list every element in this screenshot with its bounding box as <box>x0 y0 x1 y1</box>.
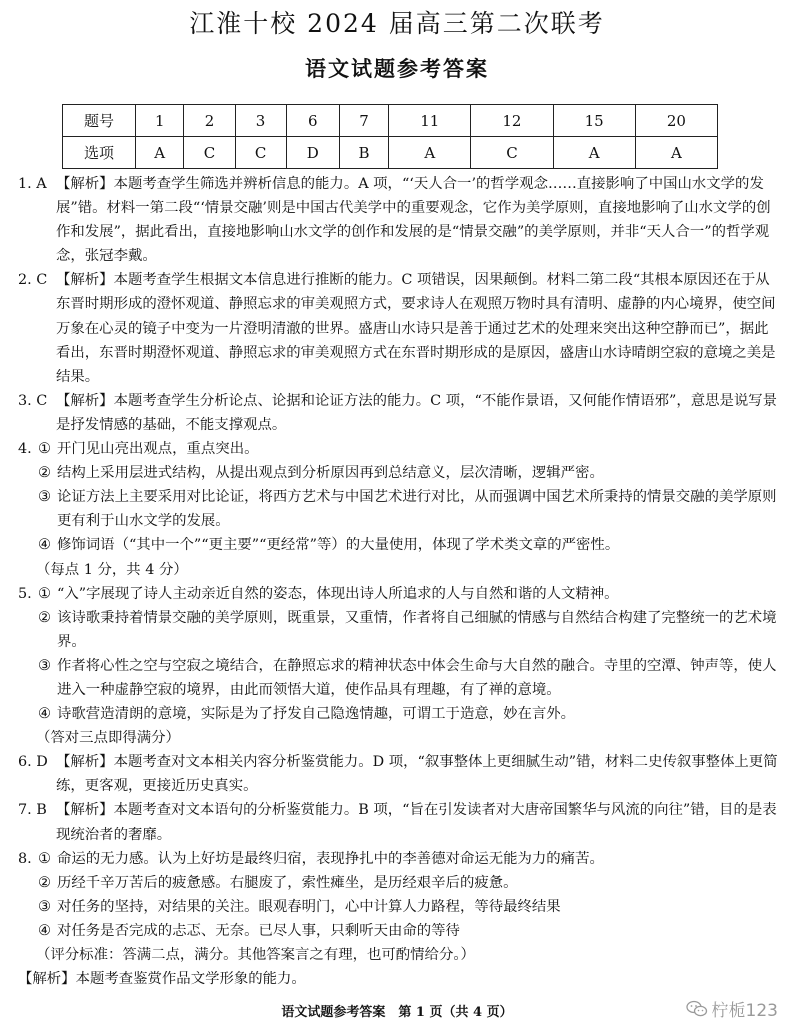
question-number-label: 8. <box>18 850 32 867</box>
point-text: 历经千辛万苦后的疲惫感。右腿废了，索性瘫坐，是历经艰辛后的疲惫。 <box>57 874 518 891</box>
answer-option: A <box>136 137 184 169</box>
answer-option: C <box>235 137 286 169</box>
wechat-icon <box>686 1000 708 1018</box>
option-row <box>63 137 718 169</box>
point-mark: ③ <box>38 489 51 506</box>
answer-option: D <box>286 137 339 169</box>
analysis-text: 【解析】本题考查鉴赏作品文学形象的能力。 <box>18 971 306 988</box>
point-text: 论证方法上主要采用对比论证，将西方艺术与中国艺术进行对比，从而强调中国艺术所秉持的情景交融的美学原则更有利于山水文学的发展。 <box>57 489 777 530</box>
answer-option: A <box>553 137 635 169</box>
question-number-label: 4. <box>18 441 32 458</box>
question-explanation: 【解析】本题考查学生根据文本信息进行推断的能力。C 项错误，因果颠倒。材料二第二段“其根本原因还在于从东晋时期形成的澄怀观道、静照忘求的审美观照方式，要求诗人在观照万物时具有清明、虚静的内心境界，使空间万象在心灵的镜子中变为一片澄明清澈的世界。盛唐山水诗只是善于通过艺术的处理来突出这种空静而已”，据此看出，东晋时期澄怀观道、静照忘求的审美观照方式在东晋时期形成的是原因，盛唐山水诗晴朗空寂的意境之美是结果。 <box>56 272 776 385</box>
question-number: 1 <box>136 105 184 137</box>
page-footer: 语文试题参考答案 第 1 页（共 4 页） <box>281 1005 513 1020</box>
question-number-label: 5. <box>18 585 32 602</box>
question-explanation: 【解析】本题考查学生分析论点、论据和论证方法的能力。C 项，“不能作景语，又何能作情语邪”，意思是说写景是抒发情感的基础，不能支撑观点。 <box>56 392 778 433</box>
point-mark: ④ <box>38 922 51 939</box>
point-text: 该诗歌秉持着情景交融的美学原则，既重景，又重情，作者将自己细腻的情感与自然结合构建了完整统一的艺术境界。 <box>57 609 777 650</box>
point-item <box>38 654 778 702</box>
question-6 <box>18 750 778 798</box>
point-mark: ② <box>38 874 51 891</box>
point-item <box>38 702 778 726</box>
point-text: 修饰词语（“其中一个”“更主要”“更经常”等）的大量使用，体现了学术类文章的严密性。 <box>57 537 620 554</box>
question-number: 11 <box>389 105 471 137</box>
scoring-note: （评分标准：答满二点，满分。其他答案言之有理，也可酌情给分。） <box>36 947 475 963</box>
watermark <box>686 996 778 1021</box>
point-item <box>38 871 778 895</box>
point-text: 开门见山亮出观点，重点突出。 <box>57 441 259 458</box>
question-number: 2 <box>184 105 235 137</box>
question-7 <box>18 798 778 846</box>
point-mark: ① <box>38 585 51 602</box>
point-text: 作者将心性之空与空寂之境结合，在静照忘求的精神状态中体会生命与大自然的融合。寺里的空潭、钟声等，使人进入一种虚静空寂的境界，由此而领悟大道，使作品具有理趣，有了禅的意境。 <box>57 657 777 698</box>
question-number: 3 <box>235 105 286 137</box>
question-explanation: 【解析】本题考查对文本语句的分析鉴赏能力。B 项，“旨在引发读者对大唐帝国繁华与风流的向往”错，目的是表现统治者的奢靡。 <box>56 802 777 843</box>
point-mark: ③ <box>38 657 51 674</box>
question-number-label: 6. D <box>18 754 48 771</box>
point-mark: ① <box>38 850 51 867</box>
question-1 <box>18 172 778 268</box>
answer-option: A <box>389 137 471 169</box>
point-text: 诗歌营造清朗的意境，实际是为了抒发自己隐逸情趣，可谓工于造意，妙在言外。 <box>57 706 576 723</box>
point-item <box>38 461 778 485</box>
answer-option: C <box>184 137 235 169</box>
point-mark: ④ <box>38 537 51 554</box>
question-3 <box>18 389 778 437</box>
question-2 <box>18 268 778 388</box>
answer-table <box>62 104 718 169</box>
point-item <box>38 533 778 557</box>
point-text: 对任务的坚持，对结果的关注。眼观春明门，心中计算人力路程，等待最终结果 <box>57 898 561 915</box>
row-label-option: 选项 <box>63 137 136 169</box>
page-subtitle: 语文试题参考答案 <box>305 56 489 81</box>
question-number: 20 <box>635 105 717 137</box>
question-4 <box>18 437 778 582</box>
point-mark: ② <box>38 609 51 626</box>
question-number: 12 <box>471 105 553 137</box>
point-item <box>38 919 778 943</box>
page-title: 江淮十校 2024 届高三第二次联考 <box>189 9 605 38</box>
point-item <box>38 485 778 533</box>
point-mark: ③ <box>38 898 51 915</box>
row-label-question: 题号 <box>63 105 136 137</box>
question-5 <box>18 582 778 751</box>
question-number: 15 <box>553 105 635 137</box>
point-text: 对任务是否完成的忐忑、无奈。已尽人事，只剩听天由命的等待 <box>57 922 460 939</box>
point-text: 命运的无力感。认为上好坊是最终归宿，表现挣扎中的李善德对命运无能为力的痛苦。 <box>57 850 604 867</box>
question-number-row <box>63 105 718 137</box>
scoring-note: （每点 1 分，共 4 分） <box>36 561 188 578</box>
question-8 <box>18 847 778 992</box>
watermark-text: 柠栀123 <box>711 1001 778 1021</box>
point-text: 结构上采用层进式结构，从提出观点到分析原因再到总结意义，层次清晰，逻辑严密。 <box>57 465 604 482</box>
question-number-label: 2. C <box>18 272 48 289</box>
question-number: 6 <box>286 105 339 137</box>
point-text: “入”字展现了诗人主动亲近自然的姿态，体现出诗人所追求的人与自然和谐的人文精神。 <box>57 585 619 602</box>
scoring-note: （答对三点即得满分） <box>36 730 180 747</box>
point-item <box>38 606 778 654</box>
point-item <box>38 895 778 919</box>
question-number: 7 <box>339 105 388 137</box>
point-mark: ② <box>38 465 51 482</box>
answer-option: C <box>471 137 553 169</box>
point-mark: ① <box>38 441 51 458</box>
question-number-label: 7. B <box>18 802 47 819</box>
question-number-label: 3. C <box>18 392 48 409</box>
answer-content <box>18 172 778 991</box>
question-number-label: 1. A <box>18 176 47 192</box>
answer-option: B <box>339 137 388 169</box>
question-explanation: 【解析】本题考查对文本相关内容分析鉴赏能力。D 项，“叙事整体上更细腻生动”错，材料二史传叙事整体上更简练，更客观，更接近历史真实。 <box>56 754 778 795</box>
point-mark: ④ <box>38 706 51 723</box>
question-explanation: 【解析】本题考查学生筛选并辨析信息的能力。A 项，“‘天人合一’的哲学观念……直接影响了中国山水文学的发展”错。材料一第二段“‘情景交融’则是中国古代美学中的重要观念，它作为美学原则，直接地影响了山水文学的创作和发展”，据此看出，直接地影响山水文学的创作和发展的是“情景交融”的美学原则，并非“天人合一”的哲学观念，张冠李戴。 <box>56 176 771 265</box>
answer-option: A <box>635 137 717 169</box>
